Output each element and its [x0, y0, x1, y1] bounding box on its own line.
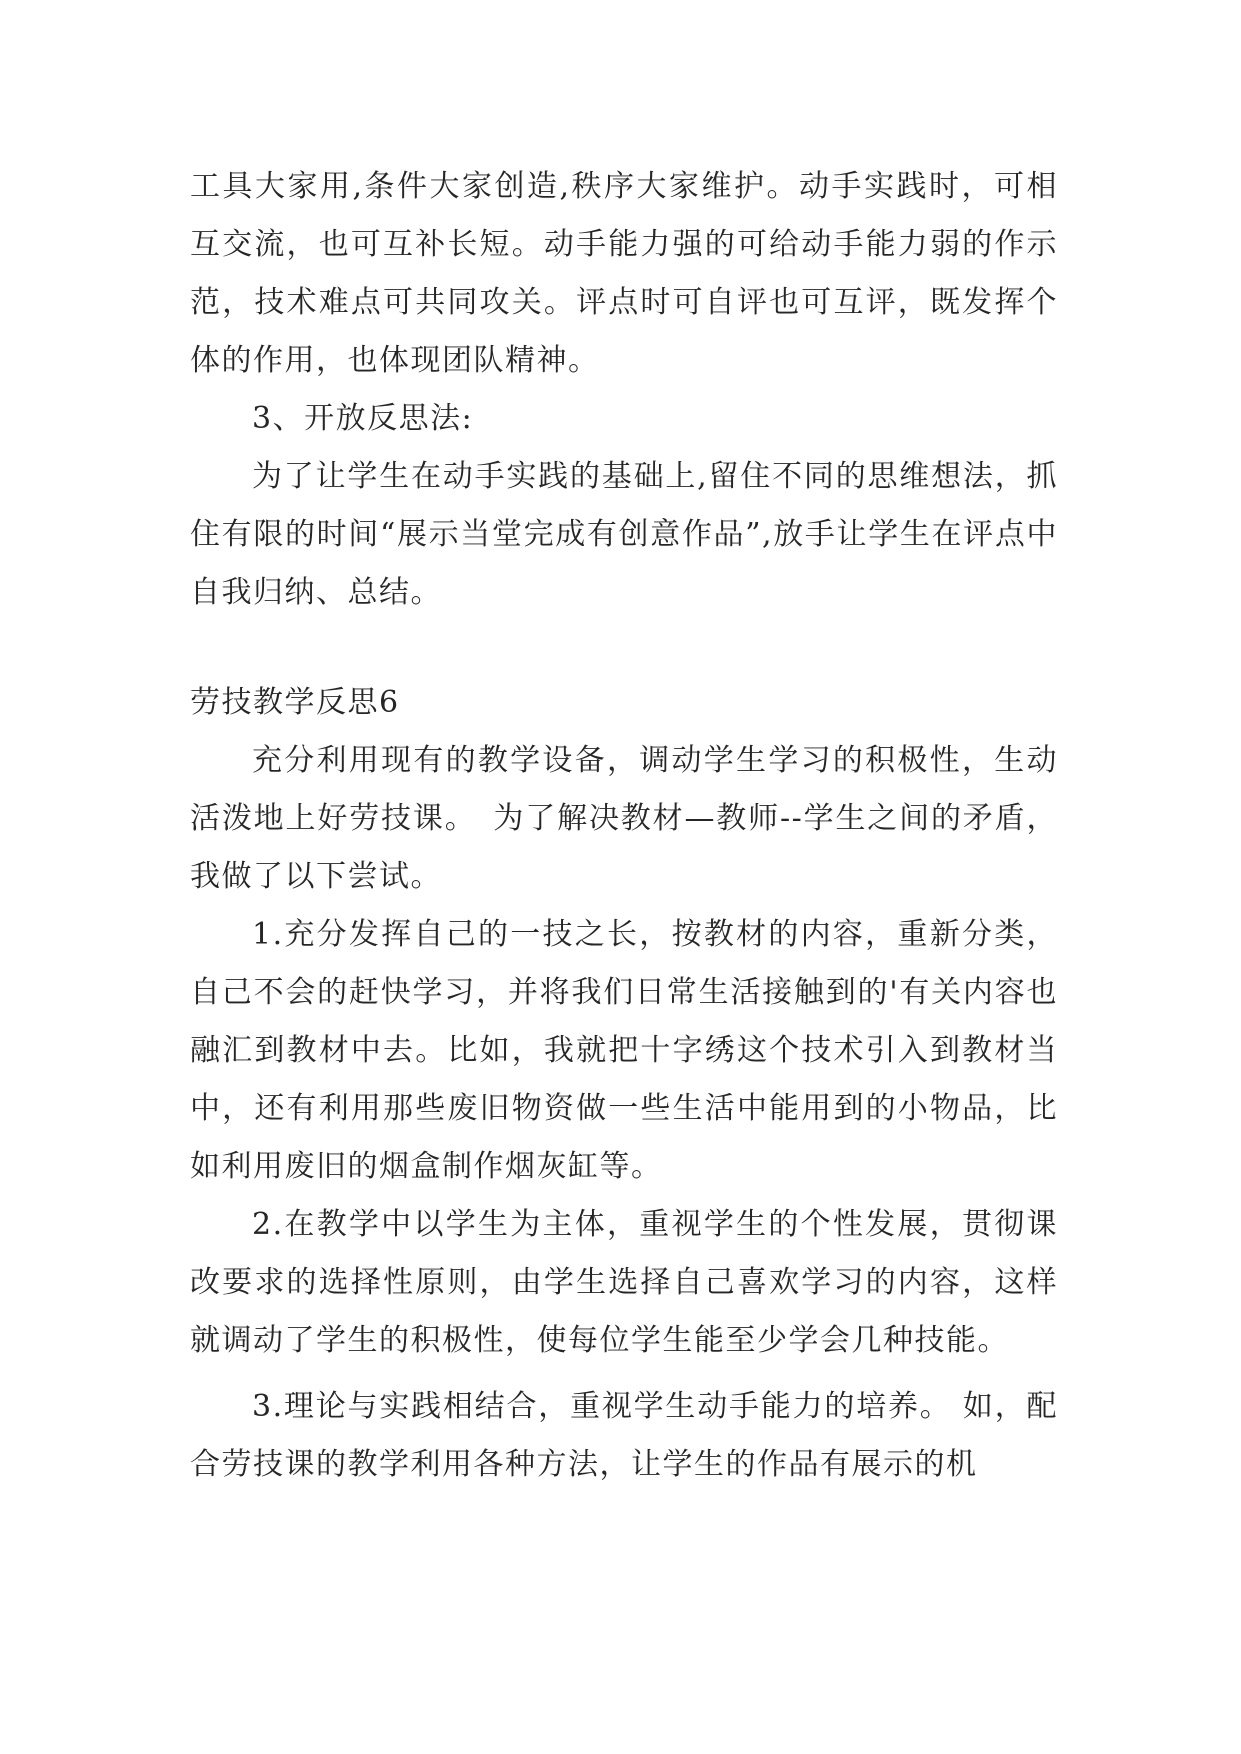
paragraph-method-heading: 3、开放反思法: [252, 401, 474, 436]
paragraph-intro: 充分利用现有的教学设备，调动学生学习的积极性，生动活泼地上好劳技课。 为了解决教材—教师--学生之间的矛盾，我做了以下尝试。 [190, 743, 1058, 894]
paragraph-point-2: 2.在教学中以学生为主体，重视学生的个性发展，贯彻课改要求的选择性原则，由学生选择自己喜欢学习的内容，这样就调动了学生的积极性，使每位学生能至少学会几种技能。 [190, 1207, 1058, 1358]
document-body [190, 158, 1058, 1494]
section-title: 劳技教学反思6 [190, 685, 400, 720]
paragraph-teamwork: 工具大家用,条件大家创造,秩序大家维护。动手实践时，可相互交流，也可互补长短。动手能力强的可给动手能力弱的作示范，技术难点可共同攻关。评点时可自评也可互评，既发挥个体的作用，也体现团队精神。 [190, 169, 1058, 378]
paragraph-point-3: 3.理论与实践相结合，重视学生动手能力的培养。 如，配合劳技课的教学利用各种方法，让学生的作品有展示的机 [190, 1389, 1058, 1482]
paragraph-point-1: 1.充分发挥自己的一技之长，按教材的内容，重新分类，自己不会的赶快学习，并将我们日常生活接触到的'有关内容也融汇到教材中去。比如，我就把十字绣这个技术引入到教材当中，还有利用那些废旧物资做一些生活中能用到的小物品，比如利用废旧的烟盒制作烟灰缸等。 [190, 917, 1058, 1184]
paragraph-reflection-method: 为了让学生在动手实践的基础上,留住不同的思维想法，抓住有限的时间“展示当堂完成有创意作品”,放手让学生在评点中自我归纳、总结。 [190, 459, 1058, 610]
